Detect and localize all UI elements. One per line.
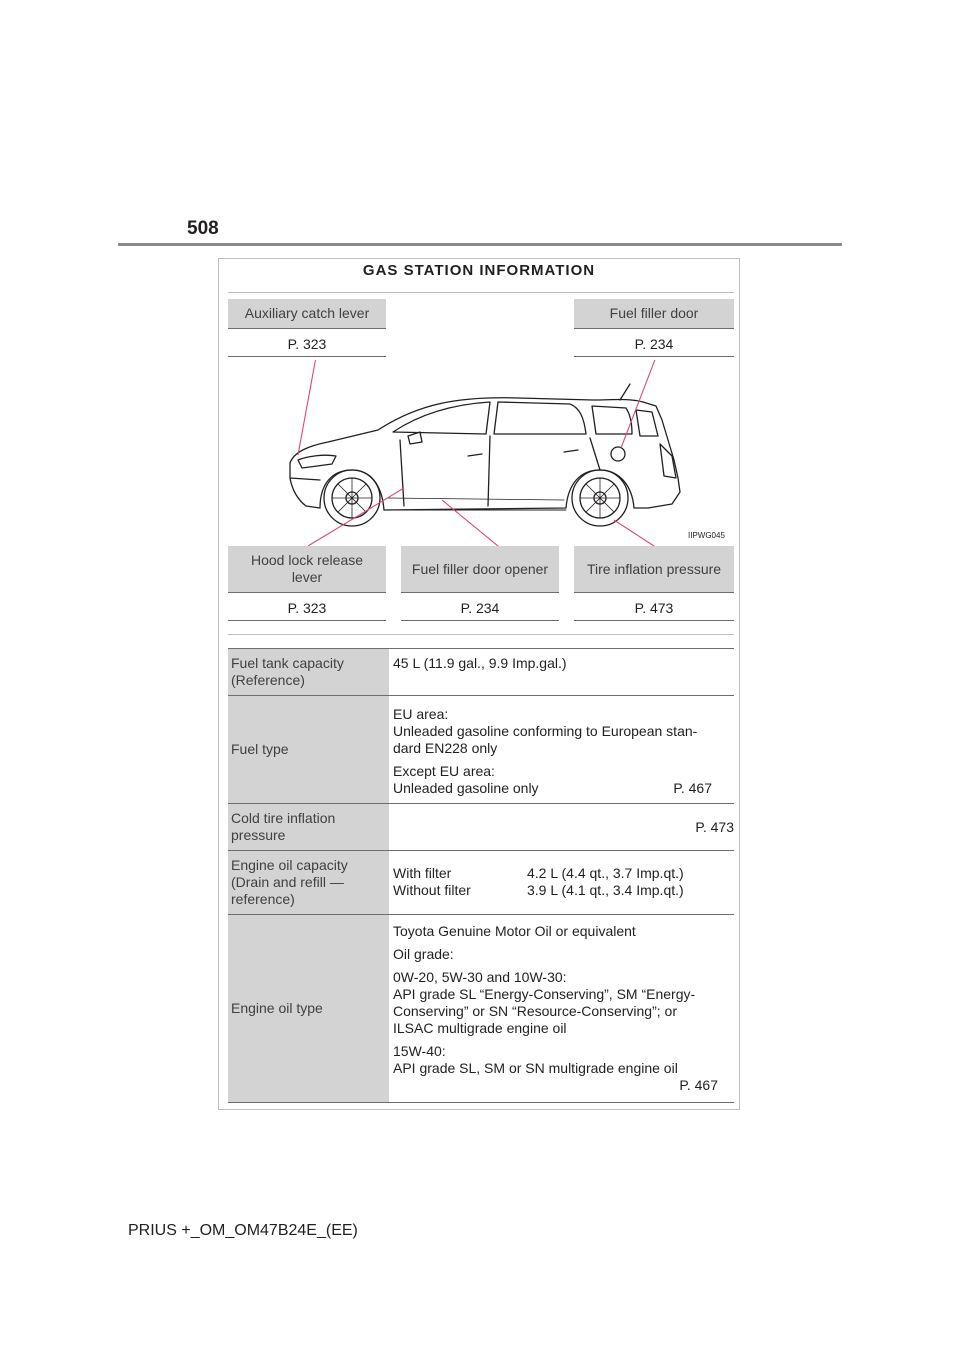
fuel-type-except-l1: Unleaded gasoline only: [393, 780, 539, 796]
hood-lever-label-line2: lever: [291, 569, 323, 585]
hood-lever-label-line1: Hood lock release: [250, 552, 364, 568]
oil-type-p2: Oil grade:: [393, 946, 454, 962]
oil-capacity-key-l1: Engine oil capacity: [231, 857, 348, 873]
oil-type-ref: P. 467: [679, 1077, 718, 1093]
section-title: GAS STATION INFORMATION: [362, 262, 596, 279]
oil-type-p4-l1: API grade SL, SM or SN multigrade engine oil: [393, 1060, 678, 1076]
fuel-type-except-head: Except EU area:: [393, 763, 495, 779]
aux-catch-label: Auxiliary catch lever: [228, 299, 386, 329]
tire-pressure-ref: P. 473: [574, 593, 734, 621]
oil-type-p3-l3: ILSAC multigrade engine oil: [393, 1020, 567, 1036]
fuel-door-ref: P. 234: [574, 329, 734, 357]
fuel-tank-value: 45 L (11.9 gal., 9.9 Imp.gal.): [393, 655, 567, 671]
fuel-tank-key-l2: (Reference): [231, 672, 305, 688]
oil-capacity-value: [389, 851, 734, 915]
header-rule: [118, 243, 842, 246]
oil-capacity-key-l2: (Drain and refill —: [231, 874, 344, 890]
car-illustration: [228, 360, 734, 546]
cold-tire-key-l2: pressure: [231, 827, 286, 843]
oil-type-p3-l2: Conserving” or SN “Resource-Conserving”; or: [393, 1003, 677, 1019]
diagram-rule: [228, 634, 734, 635]
image-code: IIPWG045: [688, 531, 725, 540]
table-row: [228, 649, 734, 696]
hood-lever-ref: P. 323: [228, 593, 386, 621]
cold-tire-ref: P. 473: [695, 818, 734, 835]
table-row: [228, 851, 734, 915]
oil-type-value: [389, 915, 734, 1103]
table-row: [228, 804, 734, 851]
oil-without-filter-label: Without filter: [393, 882, 471, 898]
oil-with-filter-value: 4.2 L (4.4 qt., 3.7 Imp.qt.): [527, 865, 684, 881]
fuel-type-eu-l1: Unleaded gasoline conforming to European stan-: [393, 723, 698, 739]
title-rule: [228, 292, 734, 293]
table-row: [228, 915, 734, 1103]
oil-without-filter-value: 3.9 L (4.1 qt., 3.4 Imp.qt.): [527, 882, 684, 898]
fuel-tank-key: [228, 649, 389, 696]
table-row: [228, 696, 734, 804]
tire-pressure-label: Tire inflation pressure: [574, 546, 734, 593]
oil-type-p4-head: 15W-40:: [393, 1043, 446, 1059]
door-opener-label: Fuel filler door opener: [401, 546, 559, 593]
spec-table: [228, 648, 734, 1103]
fuel-type-eu-l2: dard EN228 only: [393, 740, 498, 756]
fuel-type-key: Fuel type: [228, 696, 389, 804]
fuel-type-eu-head: EU area:: [393, 706, 449, 722]
fuel-door-label: Fuel filler door: [574, 299, 734, 329]
page-number: 508: [187, 218, 219, 239]
footer-doc-id: PRIUS +_OM_OM47B24E_(EE): [128, 1222, 358, 1239]
oil-type-key: Engine oil type: [228, 915, 389, 1103]
cold-tire-key: [228, 804, 389, 851]
oil-type-p1: Toyota Genuine Motor Oil or equivalent: [393, 923, 636, 939]
hood-lever-label: [228, 546, 386, 593]
fuel-type-value: [389, 696, 734, 804]
cold-tire-key-l1: Cold tire inflation: [231, 810, 336, 826]
oil-type-p3-l1: API grade SL “Energy-Conserving”, SM “Energy-: [393, 986, 696, 1002]
oil-capacity-key: [228, 851, 389, 915]
oil-capacity-key-l3: reference): [231, 891, 295, 907]
aux-catch-ref: P. 323: [228, 329, 386, 357]
fuel-type-ref: P. 467: [673, 780, 712, 796]
fuel-tank-key-l1: Fuel tank capacity: [231, 655, 344, 671]
door-opener-ref: P. 234: [401, 593, 559, 621]
oil-with-filter-label: With filter: [393, 865, 452, 881]
oil-type-p3-head: 0W-20, 5W-30 and 10W-30:: [393, 969, 567, 985]
